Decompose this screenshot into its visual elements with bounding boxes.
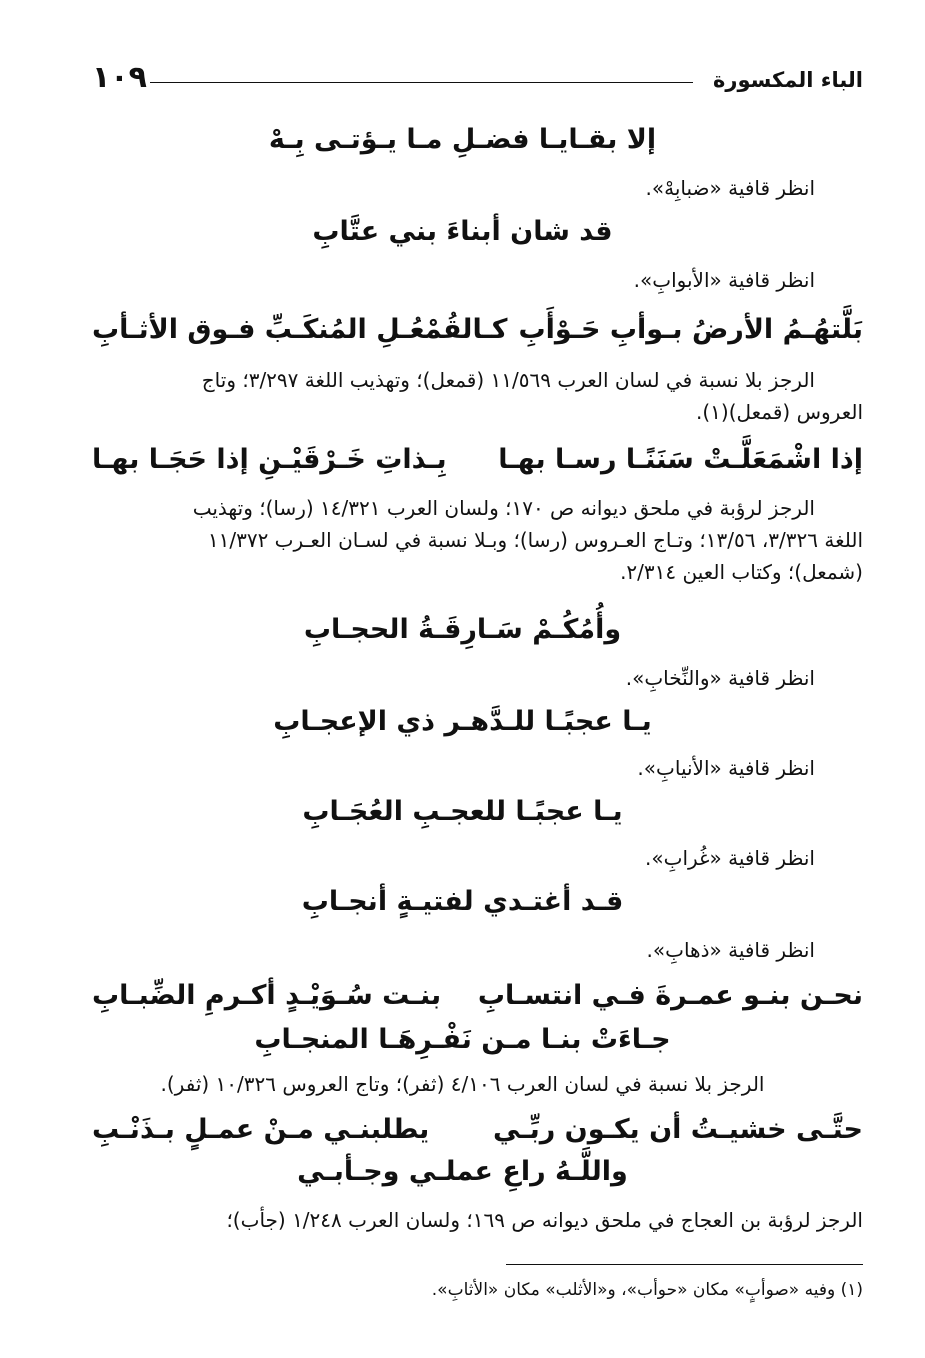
- header-rule: [150, 82, 693, 83]
- cross-reference-6: انظر قافية «الأنيابِ».: [637, 756, 815, 780]
- cross-reference-7: انظر قافية «غُرابِ».: [645, 846, 815, 870]
- verse-4-second-hemistich: بِـذاتِ خَـرْقَيْـنِ إذا حَجَـا بهـا: [92, 444, 447, 475]
- cross-reference-2: انظر قافية «الأبوابِ».: [633, 268, 815, 292]
- citation-4: الرجز لرؤبة في ملحق ديوانه ص ١٧٠؛ ولسان العرب ١٤/٣٢١ (رسا)؛ وتهذيب اللغة ٣/٣٢٦، ١٣/٥٦؛ وتـاج العـروس (رسا)؛ وبـلا نسبة في لسـان العـرب ١١/٣٧٢ (شمعل)؛ وكتاب العين ٢/٣١٤.: [192, 496, 863, 584]
- chapter-title: الباء المكسورة: [713, 68, 863, 92]
- cross-reference-5: انظر قافية «والنِّخابِ».: [625, 666, 815, 690]
- citation-3: الرجز بلا نسبة في لسان العرب ١١/٥٦٩ (قمعل)؛ وتهذيب اللغة ٣/٢٩٧؛ وتاج العروس (قمعل)(١).: [201, 368, 863, 424]
- verse-8: قـد أغتـدي لفتيـةٍ أنجـابِ: [301, 886, 624, 917]
- verse-5: وأُمُكُـمْ سَـارِقَـةُ الحجـابِ: [303, 614, 622, 645]
- page-number: ١٠٩: [92, 60, 147, 95]
- citation-10: الرجز لرؤبة بن العجاج في ملحق ديوانه ص ١٦٩؛ ولسان العرب ١/٢٤٨ (جأب)؛: [226, 1208, 863, 1232]
- citation-9: الرجز بلا نسبة في لسان العرب ٤/١٠٦ (ثفر)؛ وتاج العروس ١٠/٣٢٦ (ثفر).: [160, 1072, 765, 1096]
- verse-7: يـا عجبًـا للعجـبِ العُجَـابِ: [302, 796, 623, 827]
- verse-3-first-hemistich: بَلَّتهُـمُ الأرضُ بـوأبِ حَـوْأَبِ: [518, 314, 863, 345]
- verse-4-first-hemistich: إذا اشْمَعَلَّـتْ سَنَنًـا رسـا بهـا: [498, 444, 863, 475]
- verse-9-first-hemistich: نحـن بنـو عمـرةَ فـي انتسـابِ: [477, 980, 863, 1011]
- verse-3-second-hemistich: كـالقُمْعُـلِ المُنكَـبِّ فـوق الأثـأبِ: [92, 314, 508, 345]
- verse-2: قد شان أبناءَ بني عتَّابِ: [312, 216, 613, 247]
- footnote: (١) وفيه «صوأبٍ» مكان «حوأب»، و«الأثلب» مكان «الأثابِ».: [431, 1280, 863, 1300]
- verse-10-second-hemistich: يطلبنـي مـنْ عمـلٍ بـذَنْـبِ: [92, 1114, 430, 1145]
- cross-reference-8: انظر قافية «ذهابِ».: [646, 938, 815, 962]
- verse-10-continuation: واللَّـهُ راعِ عملـي وجـأبـي: [297, 1156, 628, 1187]
- footnote-rule: [506, 1264, 863, 1265]
- verse-10-first-hemistich: حتَّـى خشيـتُ أن يكـون ربِّـي: [493, 1114, 863, 1145]
- page-header: [92, 62, 863, 102]
- verse-6: يـا عجبًـا للـدَّهـر ذي الإعجـابِ: [273, 706, 652, 737]
- verse-9-second-hemistich: بنـت سُـوَيْـدٍ أكـرمِ الضِّبـابِ: [92, 980, 442, 1011]
- verse-9-continuation: جـاءَتْ بنـا مـن نَفْـرِهَـا المنجـابِ: [254, 1024, 671, 1055]
- verse-1: إلا بقـايـا فضـلِ مـا يـؤتـى بِـهْ: [268, 124, 657, 155]
- cross-reference-1: انظر قافية «ضبابِهْ».: [645, 176, 815, 200]
